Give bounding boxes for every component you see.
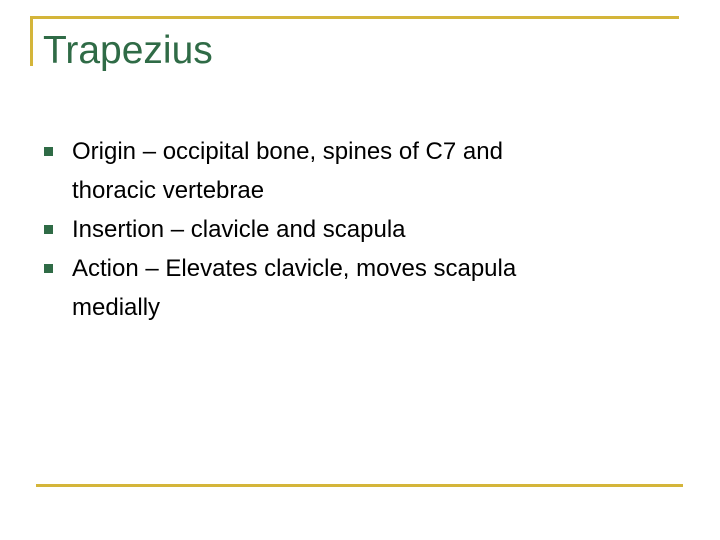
bullet-list bbox=[42, 132, 642, 327]
bullet-line: Origin – occipital bone, spines of C7 and bbox=[72, 138, 503, 165]
bullet-line: Action – Elevates clavicle, moves scapula bbox=[72, 255, 517, 282]
bullet-line: thoracic vertebrae bbox=[72, 177, 265, 204]
square-bullet-icon bbox=[44, 147, 53, 156]
slide-title: Trapezius bbox=[43, 29, 213, 72]
square-bullet-icon bbox=[44, 225, 53, 234]
frame-top-rule bbox=[30, 16, 679, 19]
bullet-line: medially bbox=[72, 294, 161, 321]
square-bullet-icon bbox=[44, 264, 53, 273]
bullet-line: Insertion – clavicle and scapula bbox=[72, 216, 406, 243]
bullet-item-origin bbox=[42, 132, 642, 210]
frame-bottom-rule bbox=[36, 484, 683, 487]
bullet-item-action bbox=[42, 249, 642, 327]
frame-left-rule bbox=[30, 16, 33, 66]
bullet-item-insertion bbox=[42, 210, 642, 249]
